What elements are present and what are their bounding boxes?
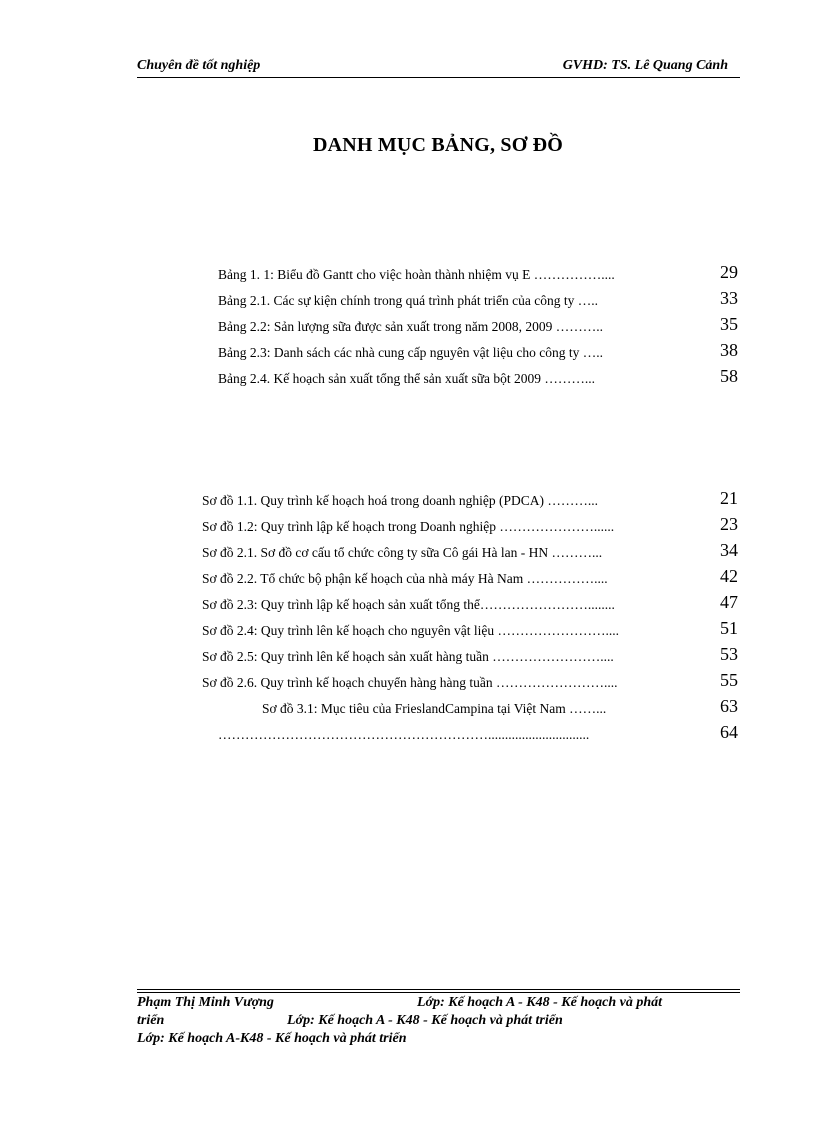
page-title: DANH MỤC BẢNG, SƠ ĐỒ [312,134,564,156]
toc-label: Sơ đồ 2.5: Quy trình lên kế hoạch sản xuất hàng tuần …………………….... [202,649,614,664]
toc-label: Sơ đồ 2.2. Tổ chức bộ phận kế hoạch của nhà máy Hà Nam …………….... [202,571,608,586]
footer-rule [137,992,740,993]
toc-label: Bảng 2.3: Danh sách các nhà cung cấp nguyên vật liệu cho công ty ….. [218,345,604,360]
toc-page: 23 [720,514,738,534]
toc-label: Sơ đồ 1.1. Quy trình kế hoạch hoá trong doanh nghiệp (PDCA) ………... [202,493,598,508]
toc-page: 33 [720,288,738,308]
header-rule [137,77,740,78]
toc-label: Bảng 2.1. Các sự kiện chính trong quá trình phát triển của công ty ….. [218,293,598,308]
toc-page: 64 [720,722,738,742]
header-right-text: GVHD: TS. Lê Quang Cảnh [562,58,728,73]
footer-author: Phạm Thị Minh Vượng [137,995,274,1010]
toc-label: Bảng 2.4. Kế hoạch sản xuất tổng thể sản xuất sữa bột 2009 ………... [218,371,596,386]
toc-label: Bảng 2.2: Sản lượng sữa được sản xuất trong năm 2008, 2009 ……….. [218,319,603,334]
toc-label: Sơ đồ 2.3: Quy trình lập kế hoạch sản xuất tổng thể……………………........ [202,597,615,612]
toc-label: Sơ đồ 1.2: Quy trình lập kế hoạch trong Doanh nghiệp …………………...... [202,519,615,534]
toc-label: Bảng 1. 1: Biểu đồ Gantt cho việc hoàn thành nhiệm vụ E …………….... [218,267,615,282]
toc-page: 58 [720,366,738,386]
toc-page: 55 [720,670,738,690]
toc-page: 53 [720,644,738,664]
footer-line2-left: triển [137,1013,165,1028]
page-header [137,58,740,76]
footer-line2-right: Lớp: Kế hoạch A - K48 - Kế hoạch và phát triển [287,1013,563,1028]
toc-page: 47 [720,592,738,612]
header-left-text: Chuyên đề tốt nghiệp [137,58,261,73]
toc-label: …………………………………………………….............................. [218,727,590,742]
toc-page: 42 [720,566,738,586]
toc-label: Sơ đồ 2.1. Sơ đồ cơ cấu tổ chức công ty sữa Cô gái Hà lan - HN ………... [202,545,603,560]
toc-page: 29 [720,262,738,282]
toc-label: Sơ đồ 3.1: Mục tiêu của FrieslandCampina tại Việt Nam ……... [262,701,607,716]
footer-rule [137,989,740,990]
toc-page: 34 [720,540,738,560]
toc-label: Sơ đồ 2.6. Quy trình kế hoạch chuyển hàng hàng tuần …………………….... [202,675,618,690]
toc-label: Sơ đồ 2.4: Quy trình lên kế hoạch cho nguyên vật liệu …………………….... [202,623,619,638]
footer-line3: Lớp: Kế hoạch A-K48 - Kế hoạch và phát triển [137,1031,407,1046]
toc-page: 21 [720,488,738,508]
footer-class: Lớp: Kế hoạch A - K48 - Kế hoạch và phát [417,995,662,1010]
toc-page: 38 [720,340,738,360]
toc-page: 63 [720,696,738,716]
toc-page: 35 [720,314,738,334]
toc-page: 51 [720,618,738,638]
